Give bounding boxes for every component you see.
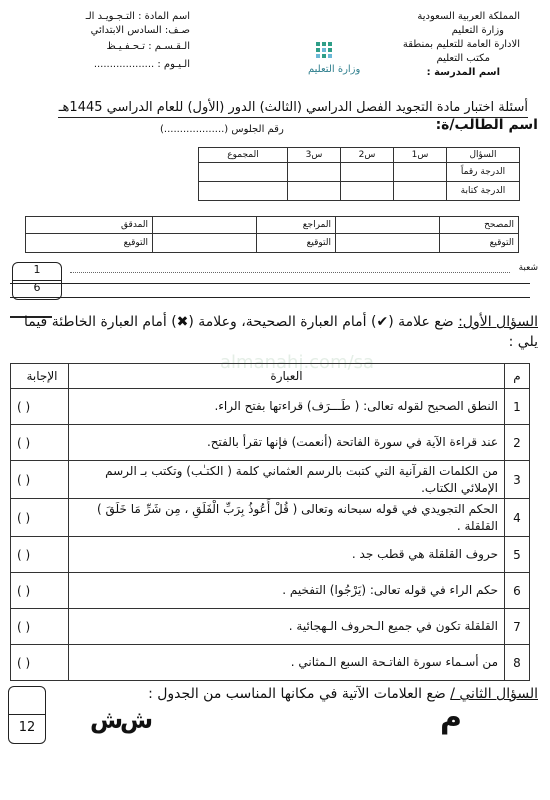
grade-header-total: المجموع: [199, 148, 288, 163]
answer-cell[interactable]: ( ): [11, 645, 69, 681]
reviewer-label: المراجع: [257, 217, 336, 234]
grade-cell[interactable]: [341, 182, 394, 201]
question1: [10, 312, 538, 352]
statement-text: من أسـماء سورة الفاتـحة السبع الـمثاني .: [69, 645, 505, 681]
separator-line-2: [10, 297, 530, 298]
grade-row-label: الدرجة كتابة: [447, 182, 520, 201]
statement-number: 4: [505, 499, 530, 537]
statement-number: 3: [505, 461, 530, 499]
question2-text: ضع العلامات الآتية في مكانها المناسب من الجدول :: [148, 686, 446, 702]
header-right: [403, 10, 520, 80]
question1-label: السؤال الأول:: [458, 314, 538, 330]
header-left: [40, 10, 190, 72]
statement-number: 8: [505, 645, 530, 681]
statement-row: [11, 573, 530, 609]
auditor-label: المدقق: [26, 217, 153, 234]
kingdom-label: المملكة العربية السعودية: [417, 11, 520, 22]
ministry-label: وزارة التعليم: [451, 25, 504, 36]
statement-text: من الكلمات القرآنية التي كتبت بالرسم العثماني كلمة ( الكتـٰب) وتكتب بـ الرسم الإملائي الكتاب.: [69, 461, 505, 499]
grade-row-label: الدرجة رقماً: [447, 163, 520, 182]
statement-text: النطق الصحيح لقوله تعالى: ( طَـــرَف) قراءتها بفتح الراء.: [69, 389, 505, 425]
review-cell[interactable]: [153, 217, 257, 234]
separator-line-1: [10, 283, 530, 284]
branch-dotted-line: [70, 272, 510, 273]
question2-label: السؤال الثاني /: [450, 686, 538, 702]
statement-text: القلقلة تكون في جميع الـحروف الـهجائية .: [69, 609, 505, 645]
statement-text: الحكم التجويدي في قوله سبحانه وتعالى ( قُلْ أَعُوذُ بِرَبِّ الْفَلَقِ ، مِن شَرِّ مَا خَلَقَ ) القلقلة .: [69, 499, 505, 537]
answer-cell[interactable]: ( ): [11, 389, 69, 425]
question1-text: ضع علامة (✔) أمام العبارة الصحيحة، وعلامة (✖) أمام العبارة الخاطئة فيما يلي :: [23, 314, 538, 350]
statement-number: 5: [505, 537, 530, 573]
grade-row-numeric: [199, 163, 520, 182]
answer-cell[interactable]: ( ): [11, 537, 69, 573]
statement-row: [11, 537, 530, 573]
ministry-logo: [308, 40, 361, 80]
grade-table: [198, 147, 520, 201]
score-numerator: 1: [13, 263, 61, 281]
grade-cell[interactable]: [288, 163, 341, 182]
statement-row: [11, 389, 530, 425]
seat-number-label: رقم الجلوس (...................): [160, 124, 284, 135]
statement-text: حكم الراء في قوله تعالى: (يَرْجُوا) التفخيم .: [69, 573, 505, 609]
answer-cell[interactable]: ( ): [11, 609, 69, 645]
review-cell[interactable]: [336, 217, 440, 234]
score-denominator: 6: [33, 281, 41, 294]
review-bottom-row: [26, 234, 519, 253]
answer-cell[interactable]: ( ): [11, 461, 69, 499]
mark-shin-2: ش: [120, 706, 154, 734]
exam-title: أسئلة اختبار مادة التجويد الفصل الدراسي (الثالث) الدور (الأول) للعام الدراسي 1445هـ: [58, 100, 528, 115]
statement-row: [11, 461, 530, 499]
statement-row: [11, 645, 530, 681]
section-label: الـقـسـم : تـحـفـيـظ: [106, 41, 190, 52]
mark-meem: م: [440, 700, 462, 735]
student-name-label: اسم الطالب/ة:: [435, 117, 538, 133]
header-number: م: [505, 364, 530, 389]
answer-cell[interactable]: ( ): [11, 573, 69, 609]
statement-text: حروف القلقلة هي قطب جد .: [69, 537, 505, 573]
statement-row: [11, 425, 530, 461]
logo-text: وزارة التعليم: [308, 64, 361, 75]
branch-label: شعبة: [518, 263, 538, 273]
header-statement: العبارة: [69, 364, 505, 389]
question2: [148, 686, 538, 702]
subject-label: اسم المادة : التـجـويـد الـ: [85, 11, 190, 22]
grade-label: صـف: السادس الابتدائي: [90, 25, 190, 36]
statements-table: [10, 363, 530, 681]
statement-row: [11, 609, 530, 645]
grade-header-q2: س2: [341, 148, 394, 163]
watermark: almanahj.com/sa: [220, 352, 375, 373]
grade-row-written: [199, 182, 520, 201]
score-top-blank: [9, 687, 45, 715]
signature-label: التوقيع: [440, 234, 519, 253]
score-total: 12: [18, 720, 36, 735]
statement-row: [11, 499, 530, 537]
grade-header-row: [199, 148, 520, 163]
answer-cell[interactable]: ( ): [11, 425, 69, 461]
statement-text: عند قراءة الآية في سورة الفاتحة (أنعمت) فإنها تقرأ بالفتح.: [69, 425, 505, 461]
question1-score-box: [12, 262, 62, 300]
signature-label: التوقيع: [26, 234, 153, 253]
statements-header-row: [11, 364, 530, 389]
review-cell[interactable]: [336, 234, 440, 253]
statement-number: 2: [505, 425, 530, 461]
statement-number: 1: [505, 389, 530, 425]
mark-shin-1: ش: [90, 706, 124, 734]
signature-label: التوقيع: [257, 234, 336, 253]
grade-cell[interactable]: [341, 163, 394, 182]
review-cell[interactable]: [153, 234, 257, 253]
grade-cell[interactable]: [394, 163, 447, 182]
grade-header-q1: س1: [394, 148, 447, 163]
review-table: [25, 216, 519, 253]
statement-number: 7: [505, 609, 530, 645]
school-label: اسم المدرسة :: [426, 67, 500, 78]
grade-cell[interactable]: [199, 182, 288, 201]
corrector-label: المصحح: [440, 217, 519, 234]
office-label: مكتب التعليم: [436, 53, 490, 64]
answer-cell[interactable]: ( ): [11, 499, 69, 537]
question2-score-box: [8, 686, 46, 744]
header-answer: الإجابة: [11, 364, 69, 389]
grade-header-q3: س3: [288, 148, 341, 163]
statement-number: 6: [505, 573, 530, 609]
directorate-label: الادارة العامة للتعليم بمنطقة: [402, 39, 520, 50]
review-top-row: [26, 217, 519, 234]
grade-header-question: السؤال: [447, 148, 520, 163]
grade-cell[interactable]: [199, 163, 288, 182]
grade-cell[interactable]: [394, 182, 447, 201]
day-label: الـيـوم : ...................: [93, 59, 190, 70]
grade-cell[interactable]: [288, 182, 341, 201]
